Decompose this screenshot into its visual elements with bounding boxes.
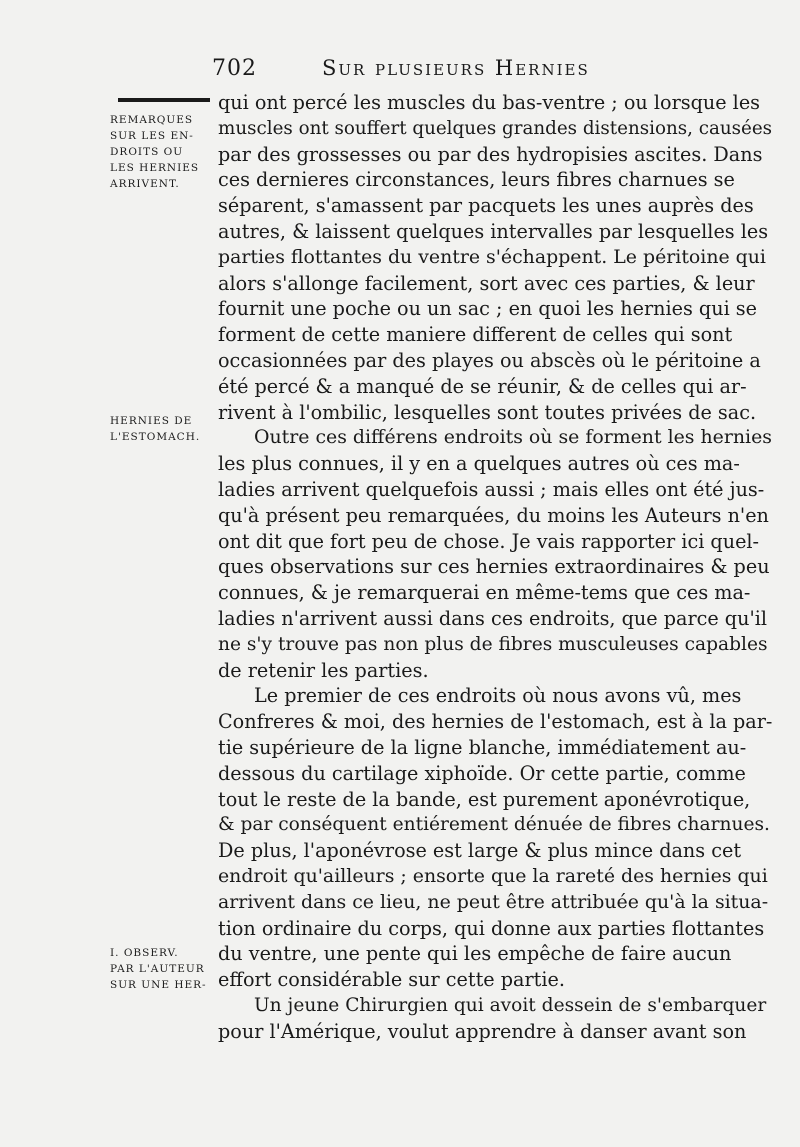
text-line: parties flottantes du ventre s'échappent. Le péritoine qui — [218, 245, 766, 268]
text-line: forment de cette maniere different de celles qui sont — [218, 323, 733, 347]
text-line: Outre ces différens endroits où se forment les hernies — [254, 426, 772, 449]
text-line: Un jeune Chirurgien qui avoit dessein de s'embarquer — [254, 994, 767, 1016]
body-text — [218, 90, 773, 1044]
text-line: été percé & a manqué de se réunir, & de celles qui ar- — [218, 374, 747, 398]
text-line: muscles ont souffert quelques grandes distensions, causées — [218, 117, 773, 139]
sidenote-observation — [110, 945, 212, 993]
sidenote-line: PAR L'AUTEUR — [110, 963, 205, 975]
text-line: & par conséquent entiérement dénuée de fibres charnues. — [218, 814, 770, 836]
text-line: arrivent dans ce lieu, ne peut être attribuée qu'à la situa- — [218, 890, 769, 913]
text-line: effort considérable sur cette partie. — [218, 968, 565, 992]
sidenote-line: ARRIVENT. — [110, 178, 180, 190]
text-line: de retenir les parties. — [218, 658, 429, 682]
sidenote-line: HERNIES DE — [110, 415, 193, 427]
text-line: du ventre, une pente qui les empêche de faire aucun — [218, 942, 732, 966]
sidenote-line: SUR UNE HER- — [110, 979, 207, 991]
page-number: 702 — [212, 56, 257, 81]
text-line: ques observations sur ces hernies extraordinaires & peu — [218, 555, 770, 579]
page-header — [212, 52, 752, 86]
text-line: Confreres & moi, des hernies de l'estomach, est à la par- — [218, 710, 773, 734]
text-line: les plus connues, il y en a quelques autres où ces ma- — [218, 452, 740, 476]
text-line: fournit une poche ou un sac ; en quoi les hernies qui se — [218, 297, 758, 321]
text-line: pour l'Amérique, voulut apprendre à danser avant son — [218, 1019, 747, 1043]
text-line: par des grossesses ou par des hydropisies ascites. Dans — [218, 142, 763, 166]
sidenote-line: REMARQUES — [110, 114, 194, 126]
text-line: occasionnées par des playes ou abscès où le péritoine a — [218, 348, 761, 372]
text-line: autres, & laissent quelques intervalles par lesquelles les — [218, 219, 769, 243]
text-line: tout le reste de la bande, est purement aponévrotique, — [218, 787, 751, 811]
sidenote-line: L'ESTOMACH. — [110, 431, 201, 443]
text-line: qu'à présent peu remarquées, du moins les Auteurs n'en — [218, 503, 769, 527]
sidenote-line: DROITS OU — [110, 146, 184, 158]
text-line: rivent à l'ombilic, lesquelles sont toutes privées de sac. — [218, 400, 757, 424]
text-line: endroit qu'ailleurs ; ensorte que la rareté des hernies qui — [218, 864, 768, 887]
sidenote-line: SUR LES EN- — [110, 130, 194, 142]
margin-rule — [118, 98, 210, 102]
text-line: ladies n'arrivent aussi dans ces endroits, que parce qu'il — [218, 606, 767, 630]
text-line: tie supérieure de la ligne blanche, immédiatement au- — [218, 735, 747, 759]
text-line: séparent, s'amassent par pacquets les unes auprès des — [218, 194, 754, 218]
sidenote-remarques — [110, 112, 212, 192]
text-line: ont dit que fort peu de chose. Je vais rapporter ici quel- — [218, 529, 760, 553]
text-line: Le premier de ces endroits où nous avons vû, mes — [254, 684, 742, 708]
text-line: tion ordinaire du corps, qui donne aux parties flottantes — [218, 916, 765, 940]
text-line: alors s'allonge facilement, sort avec ces parties, & leur — [218, 271, 755, 295]
sidenote-line: LES HERNIES — [110, 162, 200, 174]
running-title: Sur plusieurs Hernies — [322, 56, 590, 80]
text-line: De plus, l'aponévrose est large & plus mince dans cet — [218, 839, 742, 863]
text-line: ladies arrivent quelquefois aussi ; mais elles ont été jus- — [218, 477, 765, 501]
text-line: ne s'y trouve pas non plus de fibres musculeuses capables — [218, 633, 768, 655]
sidenote-hernies-estomach — [110, 413, 212, 445]
text-line: qui ont percé les muscles du bas-ventre ; ou lorsque les — [218, 91, 761, 114]
text-line: connues, & je remarquerai en même-tems que ces ma- — [218, 581, 751, 605]
text-line: dessous du cartilage xiphoïde. Or cette partie, comme — [218, 761, 746, 785]
sidenote-line: I. OBSERV. — [110, 947, 179, 959]
text-line: ces dernieres circonstances, leurs fibres charnues se — [218, 168, 735, 192]
